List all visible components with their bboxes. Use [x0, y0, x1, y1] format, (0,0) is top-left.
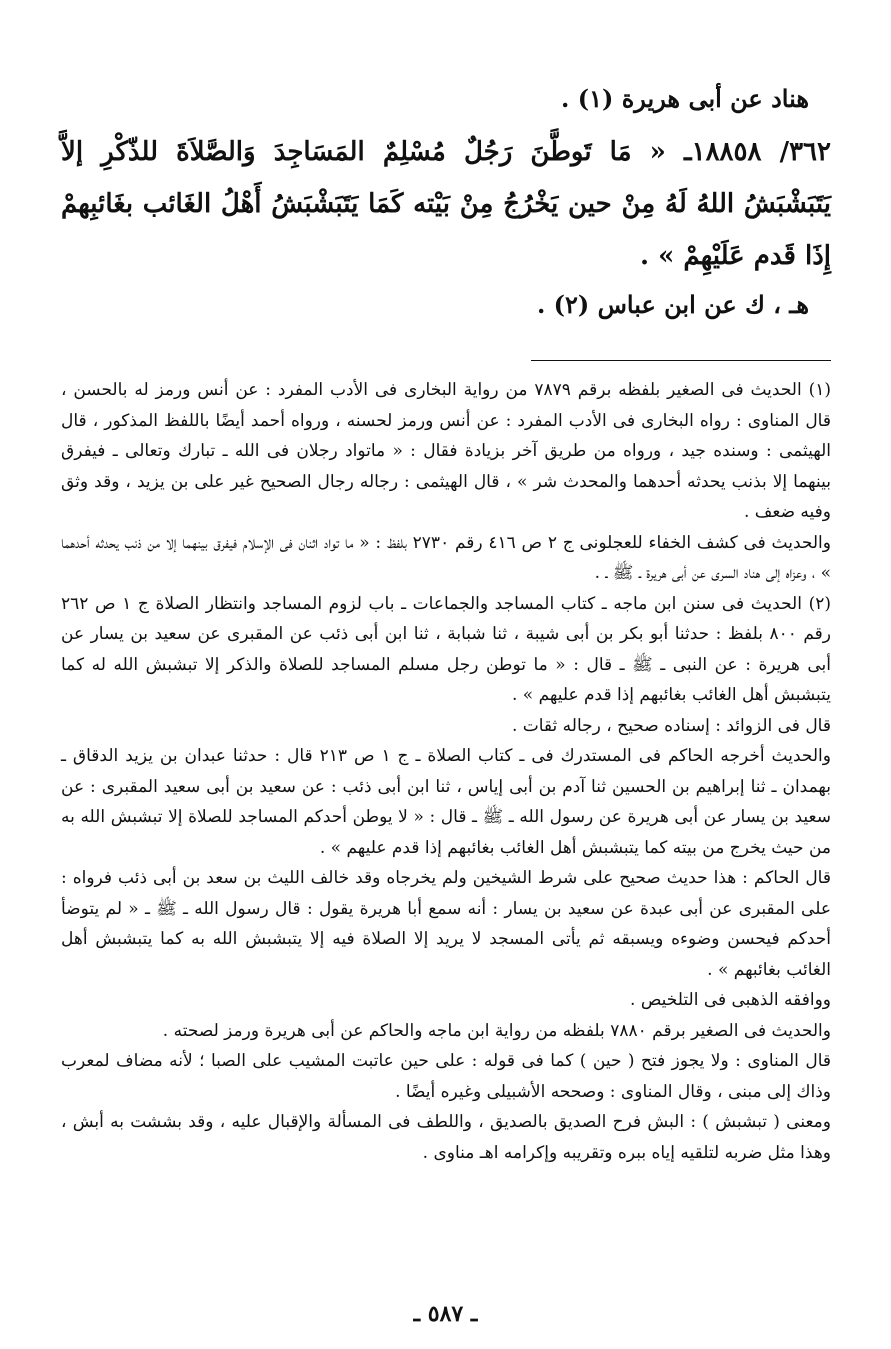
footnote-2-dhahabi: ووافقه الذهبى فى التلخيص . — [630, 990, 831, 1010]
page-body — [61, 78, 831, 1168]
source-line: هـ ، ك عن ابن عباس (٢) . — [536, 290, 809, 319]
footnote-2-meaning: ومعنى ( تبشبش ) : البش فرح الصديق بالصديق ، واللطف فى المسألة والإقبال عليه ، وقد بششت به أبش ، وهذا مثل ضربه لتلقيه إياه ببره وتقريبه وإكرامه اهـ مناوى . — [61, 1112, 831, 1163]
page-number: ـ ٥٨٧ ـ — [413, 1301, 478, 1327]
footnote-2-hakim: والحديث أخرجه الحاكم فى المستدرك فى ـ كتاب الصلاة ـ ج ١ ص ٢١٣ قال : حدثنا عبدان بن يزيد الدقاق ـ بهمدان ـ ثنا إبراهيم بن الحسين ثنا آدم بن أبى إياس ، ثنا ابن أبى ذئب : عن سعيد بن أبى سعيد المقبرى : عن سعيد بن يسار عن أبى هريرة عن رسول الله ـ ﷺ ـ قال : « لا يوطن أحدكم المساجد للصلاة إلا تبشبش الله به من حيث يخرج من بيته كما يتبشبش أهل الغائب بغائبهم إذا قدم عليهم » . — [61, 746, 831, 858]
intro-line: هناد عن أبى هريرة (١) . — [561, 84, 809, 113]
footnotes — [61, 375, 831, 1168]
footnote-2-hakim-comment: قال الحاكم : هذا حديث صحيح على شرط الشيخين ولم يخرجاه وقد خالف الليث بن سعد بن أبى ذئب فرواه : على المقبرى عن أبى عبدة عن سعيد بن يسار : أنه سمع أبا هريرة يقول : قال رسول الله ـ ﷺ ـ « لم يتوضأ أحدكم فيحسن وضوءه ويسبقه ثم يأتى المسجد لا يريد إلا الصلاة فيه إلا يتبشبش الله به كما يتبشبش أهل الغائب بغائبهم » . — [61, 868, 831, 980]
footnote-2: (٢) الحديث فى سنن ابن ماجه ـ كتاب المساجد والجماعات ـ باب لزوم المساجد وانتظار الصلاة ج ١ ص ٢٦٢ رقم ٨٠٠ بلفظ : حدثنا أبو بكر بن أبى شيبة ، ثنا شبابة ، ثنا ابن أبى ذئب عن المقبرى عن سعيد بن يسار عن أبى هريرة : عن النبى ـ ﷺ ـ قال : « ما توطن رجل مسلم المساجد للصلاة والذكر إلا تبشبش الله له كما يتبشبش أهل الغائب بغائبهم إذا قدم عليهم » . — [61, 593, 831, 705]
footnote-2-munawi: قال المناوى : ولا يجوز فتح ( حين ) كما فى قوله : على حين عاتبت المشيب على الصبا ؛ لأنه مضاف لمعرب وذاك إلى مبنى ، وقال المناوى : وصححه الأشبيلى وغيره أيضًا . — [61, 1051, 831, 1102]
footnote-divider — [531, 360, 831, 361]
footnote-2-zawaid: قال فى الزوائد : إسناده صحيح ، رجاله ثقات . — [511, 715, 831, 736]
footnote-2-saghir: والحديث فى الصغير برقم ٧٨٨٠ بلفظه من رواية ابن ماجه والحاكم عن أبى هريرة ورمز لصحته . — [162, 1020, 831, 1041]
footnote-1-continued: والحديث فى كشف الخفاء للعجلونى ج ٢ ص ٤١٦ رقم ٢٧٣٠ بلفظ : « ما تواد اثنان فى الإسلام فيفرق بينهما إلا من ذنب يحدثه أحدهما » ، وعزاه إلى هناد السرى عن أبى هريرة ـ ﷺ ـ . — [61, 532, 831, 583]
hadith-text: ٣٦٢/ ١٨٨٥٨ـ « مَا تَوطَّنَ رَجُلٌ مُسْلِمٌ المَسَاجِدَ وَالصَّلاَةَ للذّكْرِ إلاَّ يَتَبَشْبَشُ اللهُ لَهُ مِنْ حين يَخْرُجُ مِنْ بَيْته كَمَا يَتَبَشْبَشُ أَهْلُ الغَائب بغَائبِهمْ إِذَا قَدم عَلَيْهِمْ » . — [61, 137, 831, 271]
footnote-1: (١) الحديث فى الصغير بلفظه برقم ٧٨٧٩ من رواية البخارى فى الأدب المفرد : عن أنس ورمز له بالحسن ، قال المناوى : رواه البخارى فى الأدب المفرد : عن أنس ورمز لحسنه ، ورواه أحمد أيضًا باللفظ المذكور ، قال الهيثمى : وسنده جيد ، ورواه من طريق آخر بزيادة فقال : « ماتواد رجلان فى الله ـ تبارك وتعالى ـ فيفرق بينهما إلا بذنب يحدثه أحدهما والمحدث شر » ، قال الهيثمى : رجاله رجال الصحيح غير على بن يزيد ، وقد وثق وفيه ضعف . — [61, 380, 831, 522]
